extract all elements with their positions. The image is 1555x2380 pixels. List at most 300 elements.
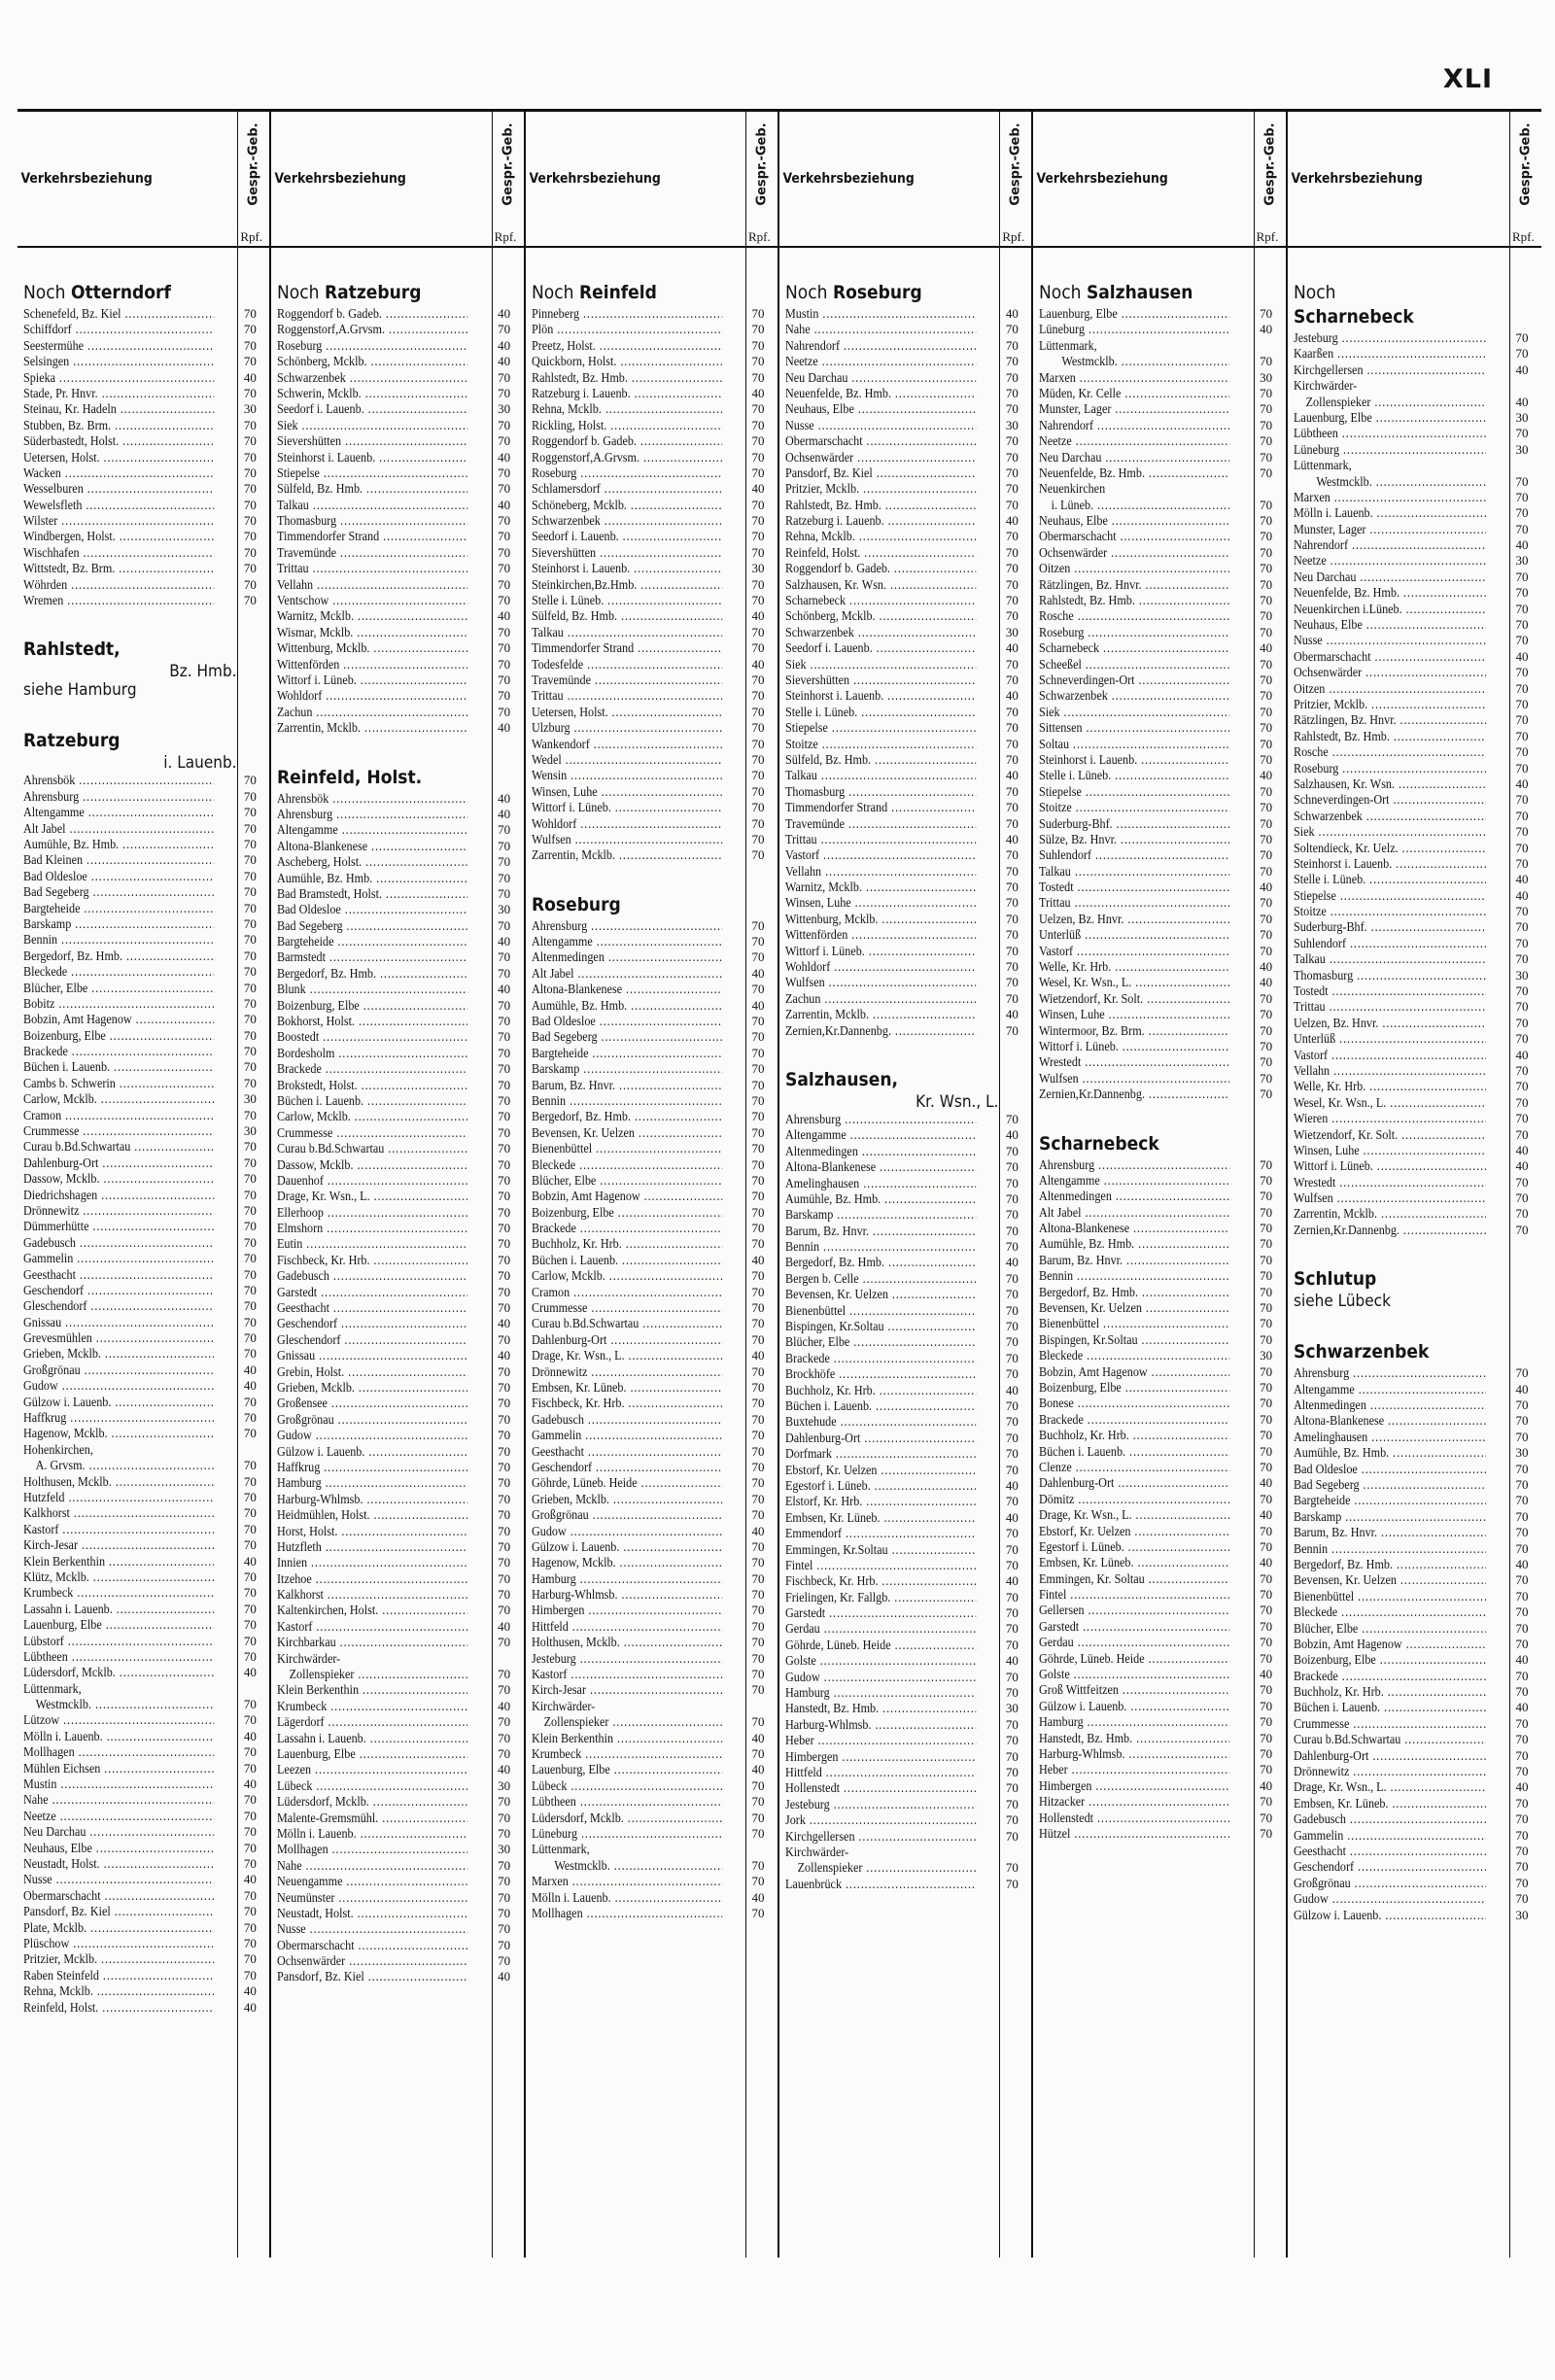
destination-name: Bienenbüttel ..... xyxy=(785,1303,976,1319)
list-item xyxy=(1294,1621,1537,1637)
section-gap xyxy=(1294,1311,1537,1338)
destination-name: Ratzeburg i. Lauenb. ..... xyxy=(532,386,722,401)
column-heading: Verkehrsbeziehung xyxy=(529,171,661,187)
fee-value: 70 xyxy=(1005,1270,1019,1286)
destination-name: Ahrensburg ..... xyxy=(785,1112,976,1127)
list-item xyxy=(23,1076,264,1091)
list-item xyxy=(785,1573,1026,1589)
destination-name: Steinau, Kr. Hadeln ..... xyxy=(23,401,214,417)
section-heading: Scharnebeck xyxy=(1039,1132,1160,1155)
list-item xyxy=(277,1300,518,1316)
list-item xyxy=(532,1029,773,1045)
list-item xyxy=(532,832,773,847)
fee-value: 70 xyxy=(1260,385,1273,400)
list-item xyxy=(1294,1525,1537,1540)
list-item xyxy=(1039,1794,1280,1810)
fee-value: 70 xyxy=(1260,1794,1273,1810)
destination-name: Dahlenburg-Ort ..... xyxy=(1294,1748,1486,1764)
destination-name: Gleschendorf ..... xyxy=(23,1298,214,1314)
destination-name: Barskamp ..... xyxy=(23,916,214,932)
list-item xyxy=(1039,561,1280,576)
destination-name: Winsen, Luhe ..... xyxy=(532,784,722,800)
fee-value: 70 xyxy=(1260,1156,1273,1172)
destination-name: Talkau ..... xyxy=(532,625,722,640)
destination-name: Cramon ..... xyxy=(23,1108,214,1123)
fee-value: 40 xyxy=(1515,776,1529,791)
header-cell xyxy=(1033,112,1287,246)
fee-value: 70 xyxy=(498,1284,511,1299)
destination-name: Wittstedt, Bz. Brm. ..... xyxy=(23,561,214,576)
list-item xyxy=(277,1460,518,1475)
list-item xyxy=(1294,378,1537,394)
fee-value: 70 xyxy=(751,1221,765,1236)
list-item xyxy=(1294,824,1537,840)
destination-name: Plön ..... xyxy=(532,322,722,337)
list-item xyxy=(23,901,264,916)
fee-value: 70 xyxy=(243,1473,257,1489)
fee-value: 30 xyxy=(1515,553,1529,569)
fee-value: 70 xyxy=(243,1505,257,1521)
list-item xyxy=(277,1428,518,1443)
list-item xyxy=(23,498,264,513)
list-item xyxy=(785,688,1026,704)
list-item xyxy=(1294,936,1537,951)
fee-value: 70 xyxy=(1515,521,1529,536)
destination-name: Hamburg ..... xyxy=(1039,1714,1229,1730)
fee-value: 70 xyxy=(1515,617,1529,633)
list-item xyxy=(277,1746,518,1762)
destination-name: Seedorf i. Lauenb. ..... xyxy=(785,640,976,656)
list-item xyxy=(785,1765,1026,1780)
fee-value: 70 xyxy=(1515,1891,1529,1907)
fee-value: 70 xyxy=(1260,529,1273,544)
section-gap xyxy=(277,737,518,764)
destination-name: Kaarßen ..... xyxy=(1294,346,1486,362)
fee-value: 70 xyxy=(1005,1207,1019,1223)
destination-name: Wöhrden ..... xyxy=(23,577,214,593)
fee-value: 40 xyxy=(243,1362,257,1377)
fee-value: 40 xyxy=(751,1889,765,1905)
destination-name: Buchholz, Kr. Hrb. ..... xyxy=(532,1236,722,1252)
list-item xyxy=(785,1670,1026,1685)
fee-value: 40 xyxy=(751,1730,765,1745)
section-gap xyxy=(1039,1103,1280,1130)
list-item xyxy=(1294,505,1537,521)
list-item xyxy=(785,1797,1026,1812)
destination-name: Gnissau ..... xyxy=(23,1315,214,1330)
list-item xyxy=(1294,1111,1537,1126)
destination-name: Vastorf ..... xyxy=(1294,1048,1486,1063)
list-item xyxy=(23,529,264,544)
list-item xyxy=(1294,1063,1537,1079)
destination-name: Trittau ..... xyxy=(532,688,722,704)
destination-name: Bergedorf, Bz. Hmb. ..... xyxy=(785,1255,976,1270)
fee-value: 70 xyxy=(751,1874,765,1889)
destination-name: Schlamersdorf ..... xyxy=(532,481,722,497)
fee-value: 70 xyxy=(243,1633,257,1648)
fee-value: 70 xyxy=(751,1396,765,1411)
fee-value: 70 xyxy=(751,306,765,321)
fee-value: 70 xyxy=(751,624,765,639)
list-item xyxy=(532,1699,773,1714)
column-heading: Verkehrsbeziehung xyxy=(20,171,153,187)
fee-value: 70 xyxy=(751,1204,765,1220)
destination-name: Gadebusch ..... xyxy=(1294,1811,1486,1827)
list-item xyxy=(1039,1071,1280,1087)
destination-name: Curau b.Bd.Schwartau ..... xyxy=(277,1141,467,1156)
fee-value: 70 xyxy=(1005,322,1019,337)
destination-name: Sievershütten ..... xyxy=(277,433,467,449)
fee-value: 70 xyxy=(751,1124,765,1140)
fee-value: 70 xyxy=(243,449,257,465)
destination-name: Siek ..... xyxy=(785,657,976,673)
destination-name: Stiepelse ..... xyxy=(1294,888,1486,904)
destination-name: Altona-Blankenese ..... xyxy=(1294,1413,1486,1429)
list-item xyxy=(532,1811,773,1826)
fee-value: 70 xyxy=(498,1221,511,1236)
destination-name: Malente-Gremsmühl. ..... xyxy=(277,1811,467,1826)
list-item xyxy=(1294,442,1537,458)
list-item xyxy=(532,1268,773,1284)
list-item xyxy=(1039,927,1280,943)
list-item xyxy=(785,944,1026,959)
destination-name: Steinkirchen,Bz.Hmb. ..... xyxy=(532,577,722,593)
destination-name: Bad Oldesloe ..... xyxy=(277,902,467,917)
list-item xyxy=(532,1173,773,1189)
destination-name: Seestermühe ..... xyxy=(23,338,214,354)
fee-value: 70 xyxy=(243,481,257,497)
destination-name: Carlow, Mcklb. ..... xyxy=(532,1268,722,1284)
list-item xyxy=(277,688,518,704)
list-item xyxy=(532,1316,773,1331)
destination-name: Krumbeck ..... xyxy=(532,1746,722,1762)
destination-name: Bergedorf, Bz. Hmb. ..... xyxy=(532,1109,722,1124)
destination-name: Cambs b. Schwerin ..... xyxy=(23,1076,214,1091)
list-item xyxy=(277,1778,518,1794)
list-item xyxy=(785,1733,1026,1748)
fee-value: 70 xyxy=(243,1266,257,1282)
list-item xyxy=(1039,1348,1280,1363)
destination-name: Obermarschacht ..... xyxy=(277,1938,467,1953)
list-item xyxy=(785,306,1026,322)
list-item xyxy=(23,1920,264,1936)
fee-value: 70 xyxy=(751,1905,765,1920)
fee-value: 70 xyxy=(1515,601,1529,616)
destination-name: Bordesholm ..... xyxy=(277,1046,467,1061)
fee-value: 70 xyxy=(243,1027,257,1043)
list-item xyxy=(785,1271,1026,1287)
fee-value: 40 xyxy=(243,369,257,385)
fee-value: 70 xyxy=(1005,1462,1019,1477)
fee-value: 70 xyxy=(1005,1430,1019,1445)
destination-name: Carlow, Mcklb. ..... xyxy=(277,1109,467,1124)
destination-name: Vellahn ..... xyxy=(785,864,976,880)
fee-value: 40 xyxy=(498,1698,511,1713)
destination-name: Zarrentin, Mcklb. ..... xyxy=(1294,1206,1486,1222)
fee-value: 70 xyxy=(1515,1126,1529,1142)
fee-value: 40 xyxy=(1515,1381,1529,1397)
table-column xyxy=(1288,246,1541,2258)
list-item xyxy=(1294,968,1537,983)
fee-value: 70 xyxy=(1260,751,1273,767)
fee-value: 40 xyxy=(751,385,765,400)
destination-name: Wieren ..... xyxy=(1294,1111,1486,1126)
list-item xyxy=(1294,410,1537,426)
list-item xyxy=(532,1539,773,1555)
list-item xyxy=(23,964,264,980)
destination-name: Barskamp ..... xyxy=(532,1061,722,1077)
fee-value: 70 xyxy=(751,768,765,783)
fee-value: 70 xyxy=(1005,975,1019,990)
fee-value: 70 xyxy=(243,1887,257,1903)
fee-value: 70 xyxy=(243,1187,257,1202)
destination-name: Egestorf i. Lüneb. ..... xyxy=(1039,1539,1229,1555)
fee-value: 70 xyxy=(498,417,511,432)
fee-value: 70 xyxy=(1260,1825,1273,1841)
destination-name: Plate, Mcklb. ..... xyxy=(23,1920,214,1936)
destination-name: Zollenspieker ..... xyxy=(1294,395,1486,410)
destination-name: Zernien,Kr.Dannenbg. ..... xyxy=(1294,1223,1486,1238)
destination-name: Kirchwärder- xyxy=(784,1844,849,1859)
destination-name: Aumühle, Bz. Hmb. ..... xyxy=(785,1191,976,1207)
destination-name: Unterlüß ..... xyxy=(1294,1031,1486,1047)
list-item xyxy=(23,1139,264,1155)
list-item xyxy=(532,1492,773,1507)
fee-value: 70 xyxy=(1005,465,1019,480)
destination-name: Büchen i. Lauenb. ..... xyxy=(277,1093,467,1109)
destination-name: Krumbeck ..... xyxy=(277,1699,467,1714)
fee-value: 70 xyxy=(751,1745,765,1761)
list-item xyxy=(277,791,518,807)
list-item xyxy=(23,306,264,322)
fee-value: 70 xyxy=(751,1459,765,1474)
destination-name: Zachun ..... xyxy=(277,705,467,720)
fee-value: 70 xyxy=(498,1745,511,1761)
list-item xyxy=(23,1171,264,1187)
destination-name: Gellersen ..... xyxy=(1039,1603,1229,1618)
destination-name: Rehna, Mcklb. ..... xyxy=(532,401,722,417)
list-item xyxy=(785,1860,1026,1876)
list-item xyxy=(277,1811,518,1826)
destination-name: Winsen, Luhe ..... xyxy=(1039,1007,1229,1022)
fee-value: 70 xyxy=(1005,1111,1019,1126)
list-item xyxy=(532,1874,773,1889)
section-subtitle: Kr. Wsn., L. xyxy=(916,1091,999,1112)
fee-value: 70 xyxy=(1260,608,1273,624)
destination-name: Wrestedt ..... xyxy=(1039,1054,1229,1070)
destination-name: Wohldorf ..... xyxy=(785,959,976,975)
fee-value: 40 xyxy=(498,306,511,321)
fee-value: 70 xyxy=(1260,624,1273,639)
list-item xyxy=(1039,673,1280,688)
fee-value: 70 xyxy=(243,1760,257,1776)
list-item xyxy=(1039,1007,1280,1022)
fee-value: 70 xyxy=(1260,1022,1273,1038)
destination-name: Ahrensburg ..... xyxy=(532,918,722,934)
destination-name: Curau b.Bd.Schwartau ..... xyxy=(532,1316,722,1331)
list-item xyxy=(277,1029,518,1045)
fee-value: 70 xyxy=(498,1570,511,1586)
list-item xyxy=(785,1829,1026,1845)
list-item xyxy=(277,513,518,529)
destination-name: Roseburg ..... xyxy=(1294,761,1486,776)
fee-value: 70 xyxy=(1005,561,1019,576)
fee-value: 70 xyxy=(1005,895,1019,911)
fee-value: 70 xyxy=(1005,720,1019,736)
list-item xyxy=(1294,1541,1537,1557)
fee-value: 70 xyxy=(751,736,765,751)
fee-value: 70 xyxy=(243,1712,257,1728)
list-item xyxy=(277,673,518,688)
destination-name: Groß Wittfeitzen ..... xyxy=(1039,1682,1229,1698)
list-item xyxy=(785,1366,1026,1382)
section-heading: Reinfeld, Holst. xyxy=(277,766,423,788)
destination-name: Barmstedt ..... xyxy=(277,949,467,965)
fee-value: 70 xyxy=(498,1411,511,1427)
fee-value: 70 xyxy=(1515,1413,1529,1429)
fee-value: 70 xyxy=(498,1635,511,1650)
list-item xyxy=(1039,1444,1280,1460)
destination-name: Wittenburg, Mcklb. ..... xyxy=(785,912,976,927)
list-item xyxy=(1294,1844,1537,1859)
destination-name: Garstedt ..... xyxy=(277,1285,467,1300)
list-item xyxy=(532,640,773,656)
destination-name: Suhlendorf ..... xyxy=(1294,936,1486,951)
destination-name: Boostedt ..... xyxy=(277,1029,467,1045)
destination-name: Zollenspieker ..... xyxy=(277,1667,467,1682)
list-item xyxy=(277,1380,518,1396)
fee-value: 70 xyxy=(243,932,257,948)
fee-value: 40 xyxy=(1515,1047,1529,1062)
fee-heading xyxy=(237,112,269,246)
destination-name: Neu Darchau ..... xyxy=(1039,450,1229,466)
list-item xyxy=(1294,841,1537,856)
list-item xyxy=(23,1474,264,1490)
fee-value: 70 xyxy=(1260,1189,1273,1204)
list-item xyxy=(1039,1173,1280,1189)
fee-value: 70 xyxy=(1005,1334,1019,1350)
fee-value: 70 xyxy=(243,1648,257,1664)
destination-name: Stelle i. Lüneb. ..... xyxy=(532,593,722,608)
list-item xyxy=(23,1824,264,1840)
fee-value: 70 xyxy=(751,337,765,353)
list-item xyxy=(23,1856,264,1872)
destination-name: Crummesse ..... xyxy=(277,1125,467,1141)
list-item xyxy=(785,1685,1026,1701)
list-item xyxy=(1039,720,1280,736)
destination-name: Bispingen, Kr.Soltau ..... xyxy=(1039,1332,1229,1348)
fee-value: 70 xyxy=(1005,401,1019,417)
list-item xyxy=(1294,633,1537,648)
fee-value: 70 xyxy=(751,513,765,529)
list-item xyxy=(277,1555,518,1570)
destination-name: Bevensen, Kr. Uelzen ..... xyxy=(785,1287,976,1302)
destination-name: Roggendorf b. Gadeb. ..... xyxy=(532,433,722,449)
destination-name: Embsen, Kr. Lüneb. ..... xyxy=(532,1380,722,1396)
fee-value: 70 xyxy=(1515,1540,1529,1556)
list-item xyxy=(23,481,264,497)
list-item xyxy=(1039,625,1280,640)
list-item xyxy=(785,1414,1026,1430)
destination-name: Innien ..... xyxy=(277,1555,467,1570)
destination-name: Emmingen, Kr.Soltau ..... xyxy=(785,1542,976,1558)
destination-name: Warnitz, Mcklb. ..... xyxy=(277,608,467,624)
list-item xyxy=(1039,1205,1280,1221)
list-item xyxy=(785,481,1026,497)
list-item xyxy=(1294,1716,1537,1732)
fee-value: 70 xyxy=(1005,449,1019,465)
list-item xyxy=(1039,513,1280,529)
list-item xyxy=(1039,1253,1280,1268)
destination-name: Hützel ..... xyxy=(1039,1826,1229,1842)
destination-name: Neuenkirchen i.Lüneb. ..... xyxy=(1294,602,1486,617)
fee-value: 70 xyxy=(243,1792,257,1808)
list-item xyxy=(785,625,1026,640)
destination-name: Dömitz ..... xyxy=(1039,1492,1229,1507)
destination-name: Wittorf i. Lüneb. ..... xyxy=(785,944,976,959)
fee-value: 70 xyxy=(498,481,511,497)
fee-value: 40 xyxy=(1005,1477,1019,1493)
destination-name: Sülze, Bz. Hnvr. ..... xyxy=(1039,832,1229,847)
fee-heading xyxy=(1509,112,1541,246)
list-item xyxy=(532,306,773,322)
fee-value: 70 xyxy=(498,1889,511,1905)
destination-name: Heidmühlen, Holst. ..... xyxy=(277,1507,467,1523)
list-item xyxy=(1294,665,1537,680)
list-item xyxy=(277,839,518,854)
destination-name: Bobzin, Amt Hagenow ..... xyxy=(1039,1364,1229,1380)
list-item xyxy=(277,1667,518,1682)
destination-name: Elmshorn ..... xyxy=(277,1221,467,1236)
destination-name: Vastorf ..... xyxy=(785,847,976,863)
list-item xyxy=(1039,1316,1280,1331)
destination-name: Buchholz, Kr. Hrb. ..... xyxy=(1294,1684,1486,1700)
fee-value: 70 xyxy=(1260,1268,1273,1284)
fee-value: 40 xyxy=(751,965,765,981)
list-item xyxy=(277,1396,518,1411)
fee-value: 70 xyxy=(1515,1429,1529,1444)
list-item xyxy=(277,1316,518,1331)
destination-name: Großgrönau ..... xyxy=(1294,1876,1486,1891)
list-item xyxy=(532,1046,773,1061)
list-item xyxy=(532,498,773,513)
destination-name: Lauenburg, Elbe ..... xyxy=(532,1762,722,1777)
destination-name: Neuenfelde, Bz. Hmb. ..... xyxy=(1039,466,1229,481)
fee-value: 70 xyxy=(1260,1587,1273,1603)
list-item xyxy=(23,2000,264,2016)
fee-value: 70 xyxy=(1515,744,1529,760)
destination-name: Brackede ..... xyxy=(277,1061,467,1077)
fee-value: 40 xyxy=(1005,1653,1019,1669)
destination-name: Bokhorst, Holst. ..... xyxy=(277,1014,467,1029)
destination-name: Roseburg ..... xyxy=(532,466,722,481)
fee-value: 40 xyxy=(498,1316,511,1331)
fee-value: 70 xyxy=(751,1268,765,1284)
destination-name: Horst, Holst. ..... xyxy=(277,1524,467,1539)
list-item xyxy=(785,401,1026,417)
fee-value: 70 xyxy=(1260,688,1273,704)
destination-name: Wietzendorf, Kr. Solt. ..... xyxy=(1294,1127,1486,1143)
list-item xyxy=(785,768,1026,783)
fee-value: 70 xyxy=(498,704,511,719)
fee-value: 70 xyxy=(1005,1494,1019,1509)
fee-value: 40 xyxy=(1515,394,1529,409)
fee-value: 70 xyxy=(1260,1682,1273,1698)
destination-name: Ochsenwärder ..... xyxy=(1294,665,1486,680)
destination-name: Lüttenmark, xyxy=(1293,458,1352,473)
list-item xyxy=(1294,681,1537,697)
list-item xyxy=(277,1731,518,1746)
